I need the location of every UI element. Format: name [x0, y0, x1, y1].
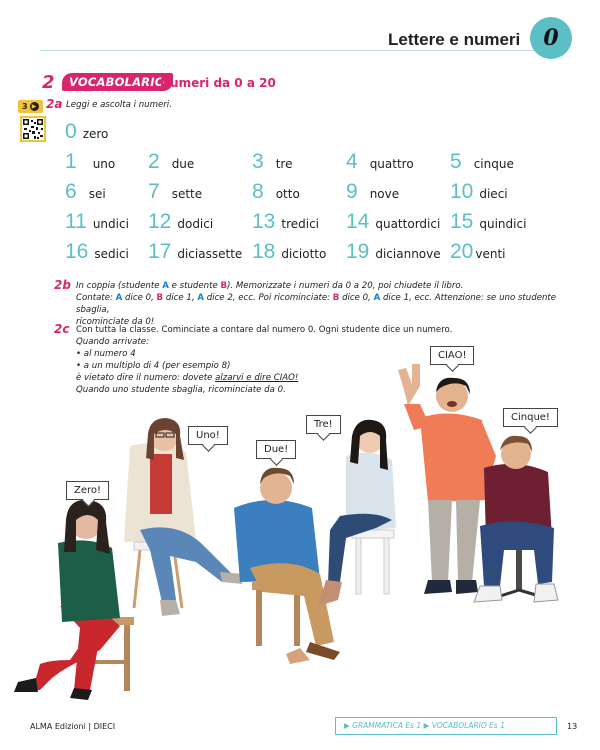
number-word: dodici — [177, 217, 214, 231]
student-zero — [14, 500, 134, 700]
number-digit: 11 — [65, 210, 87, 233]
footer-publisher: ALMA Edizioni | DIECI — [30, 722, 116, 731]
number-digit: 10 — [450, 180, 474, 203]
section-subtitle: Numeri da 0 a 20 — [160, 76, 276, 90]
number-digit: 2 — [148, 150, 160, 173]
student-due — [234, 468, 340, 664]
number-item — [346, 241, 441, 262]
number-item — [65, 121, 108, 142]
number-digit: 15 — [450, 210, 474, 233]
number-digit: 5 — [450, 150, 462, 173]
speech-bubble-tre: Tre! — [306, 415, 341, 434]
number-word: due — [171, 157, 195, 171]
section-badge: VOCABOLARIO — [62, 73, 173, 91]
number-word: quattordici — [375, 217, 441, 231]
number-item — [252, 211, 319, 232]
play-icon[interactable]: ▶ — [30, 102, 39, 111]
student-tre — [318, 420, 396, 606]
number-digit: 3 — [252, 150, 264, 173]
number-word: diciotto — [281, 247, 327, 261]
number-word: zero — [82, 127, 109, 141]
number-item — [148, 241, 242, 262]
number-item — [252, 241, 326, 262]
number-word: sei — [88, 187, 106, 201]
exercise-2b-text: In coppia (studente A e studente B). Memorizzate i numeri da 0 a 20, poi chiudete il libro. Contate: A dice 0, B dice 1, A dice 2, ecc. Poi ricominciate: B dice 0, A dice 1, ecc. Attenzione: se uno studente sbaglia, ricominciate da 0! — [76, 281, 557, 327]
number-item — [65, 151, 115, 172]
number-digit: 18 — [252, 240, 276, 263]
number-word: tre — [275, 157, 293, 171]
speech-bubble-zero: Zero! — [66, 481, 109, 500]
number-digit: 19 — [346, 240, 370, 263]
speech-bubble-due: Due! — [256, 440, 296, 459]
number-item — [450, 151, 514, 172]
number-digit: 4 — [346, 150, 358, 173]
exercise-2b-label: 2b — [54, 278, 71, 292]
number-word: diciassette — [177, 247, 243, 261]
number-digit: 13 — [252, 210, 276, 233]
exercise-2a-label: 2a — [46, 97, 63, 111]
page-number: 13 — [567, 722, 578, 731]
section-number: 2 — [42, 72, 55, 93]
number-digit: 20 — [450, 240, 474, 263]
number-word: quindici — [479, 217, 527, 231]
header-rule — [40, 50, 550, 51]
number-digit: 12 — [148, 210, 172, 233]
number-word: nove — [369, 187, 400, 201]
audio-track-number: 3 — [22, 102, 28, 111]
number-word: sette — [171, 187, 203, 201]
number-digit: 6 — [65, 180, 77, 203]
number-word: uno — [92, 157, 116, 171]
number-digit: 1 — [65, 150, 77, 173]
speech-bubble-ciao: CIAO! — [430, 346, 474, 365]
number-word: otto — [275, 187, 300, 201]
number-digit: 0 — [65, 120, 77, 143]
number-digit: 17 — [148, 240, 172, 263]
number-digit: 9 — [346, 180, 358, 203]
number-word: cinque — [473, 157, 514, 171]
number-item — [346, 181, 399, 202]
number-word: venti — [475, 247, 506, 261]
student-ciao — [398, 364, 496, 594]
number-digit: 14 — [346, 210, 370, 233]
number-word: dieci — [479, 187, 508, 201]
number-word: undici — [92, 217, 129, 231]
number-item — [346, 211, 440, 232]
speech-bubble-cinque: Cinque! — [503, 408, 558, 427]
number-item — [346, 151, 414, 172]
number-digit: 16 — [65, 240, 89, 263]
number-item — [450, 181, 508, 202]
speech-bubble-uno: Uno! — [188, 426, 228, 445]
number-item — [65, 211, 129, 232]
number-item — [148, 211, 213, 232]
audio-track-tag[interactable] — [18, 100, 43, 113]
number-item — [148, 151, 194, 172]
exercise-2c-label: 2c — [54, 322, 70, 336]
number-item — [450, 241, 506, 262]
number-word: quattro — [369, 157, 414, 171]
number-item — [148, 181, 202, 202]
footer-cross-references[interactable]: ▶ GRAMMATICA Es 1 ▶ VOCABOLARIO Es 1 — [335, 717, 557, 735]
qr-code-icon[interactable] — [20, 116, 46, 142]
page-title: Lettere e numeri — [388, 30, 521, 49]
number-word: sedici — [94, 247, 129, 261]
number-digit: 7 — [148, 180, 160, 203]
exercise-2a-instruction: Leggi e ascolta i numeri. — [66, 100, 172, 110]
unit-number-badge: 0 — [530, 17, 572, 59]
number-digit: 8 — [252, 180, 264, 203]
number-item — [252, 151, 292, 172]
number-item — [65, 241, 129, 262]
number-item — [450, 211, 526, 232]
exercise-2c-text: Con tutta la classe. Cominciate a contare dal numero 0. Ogni studente dice un numero. Quando arrivate: • al numero 4 • a un multiplo di 4 (per esempio 8) è vietato dire il numero: dovete alzarvi e dire CIAO! Quando uno studente sbaglia, ricominciate da 0. — [76, 325, 453, 395]
number-word: diciannove — [375, 247, 441, 261]
number-word: tredici — [281, 217, 319, 231]
number-item — [65, 181, 106, 202]
number-item — [252, 181, 300, 202]
student-uno — [124, 418, 244, 616]
